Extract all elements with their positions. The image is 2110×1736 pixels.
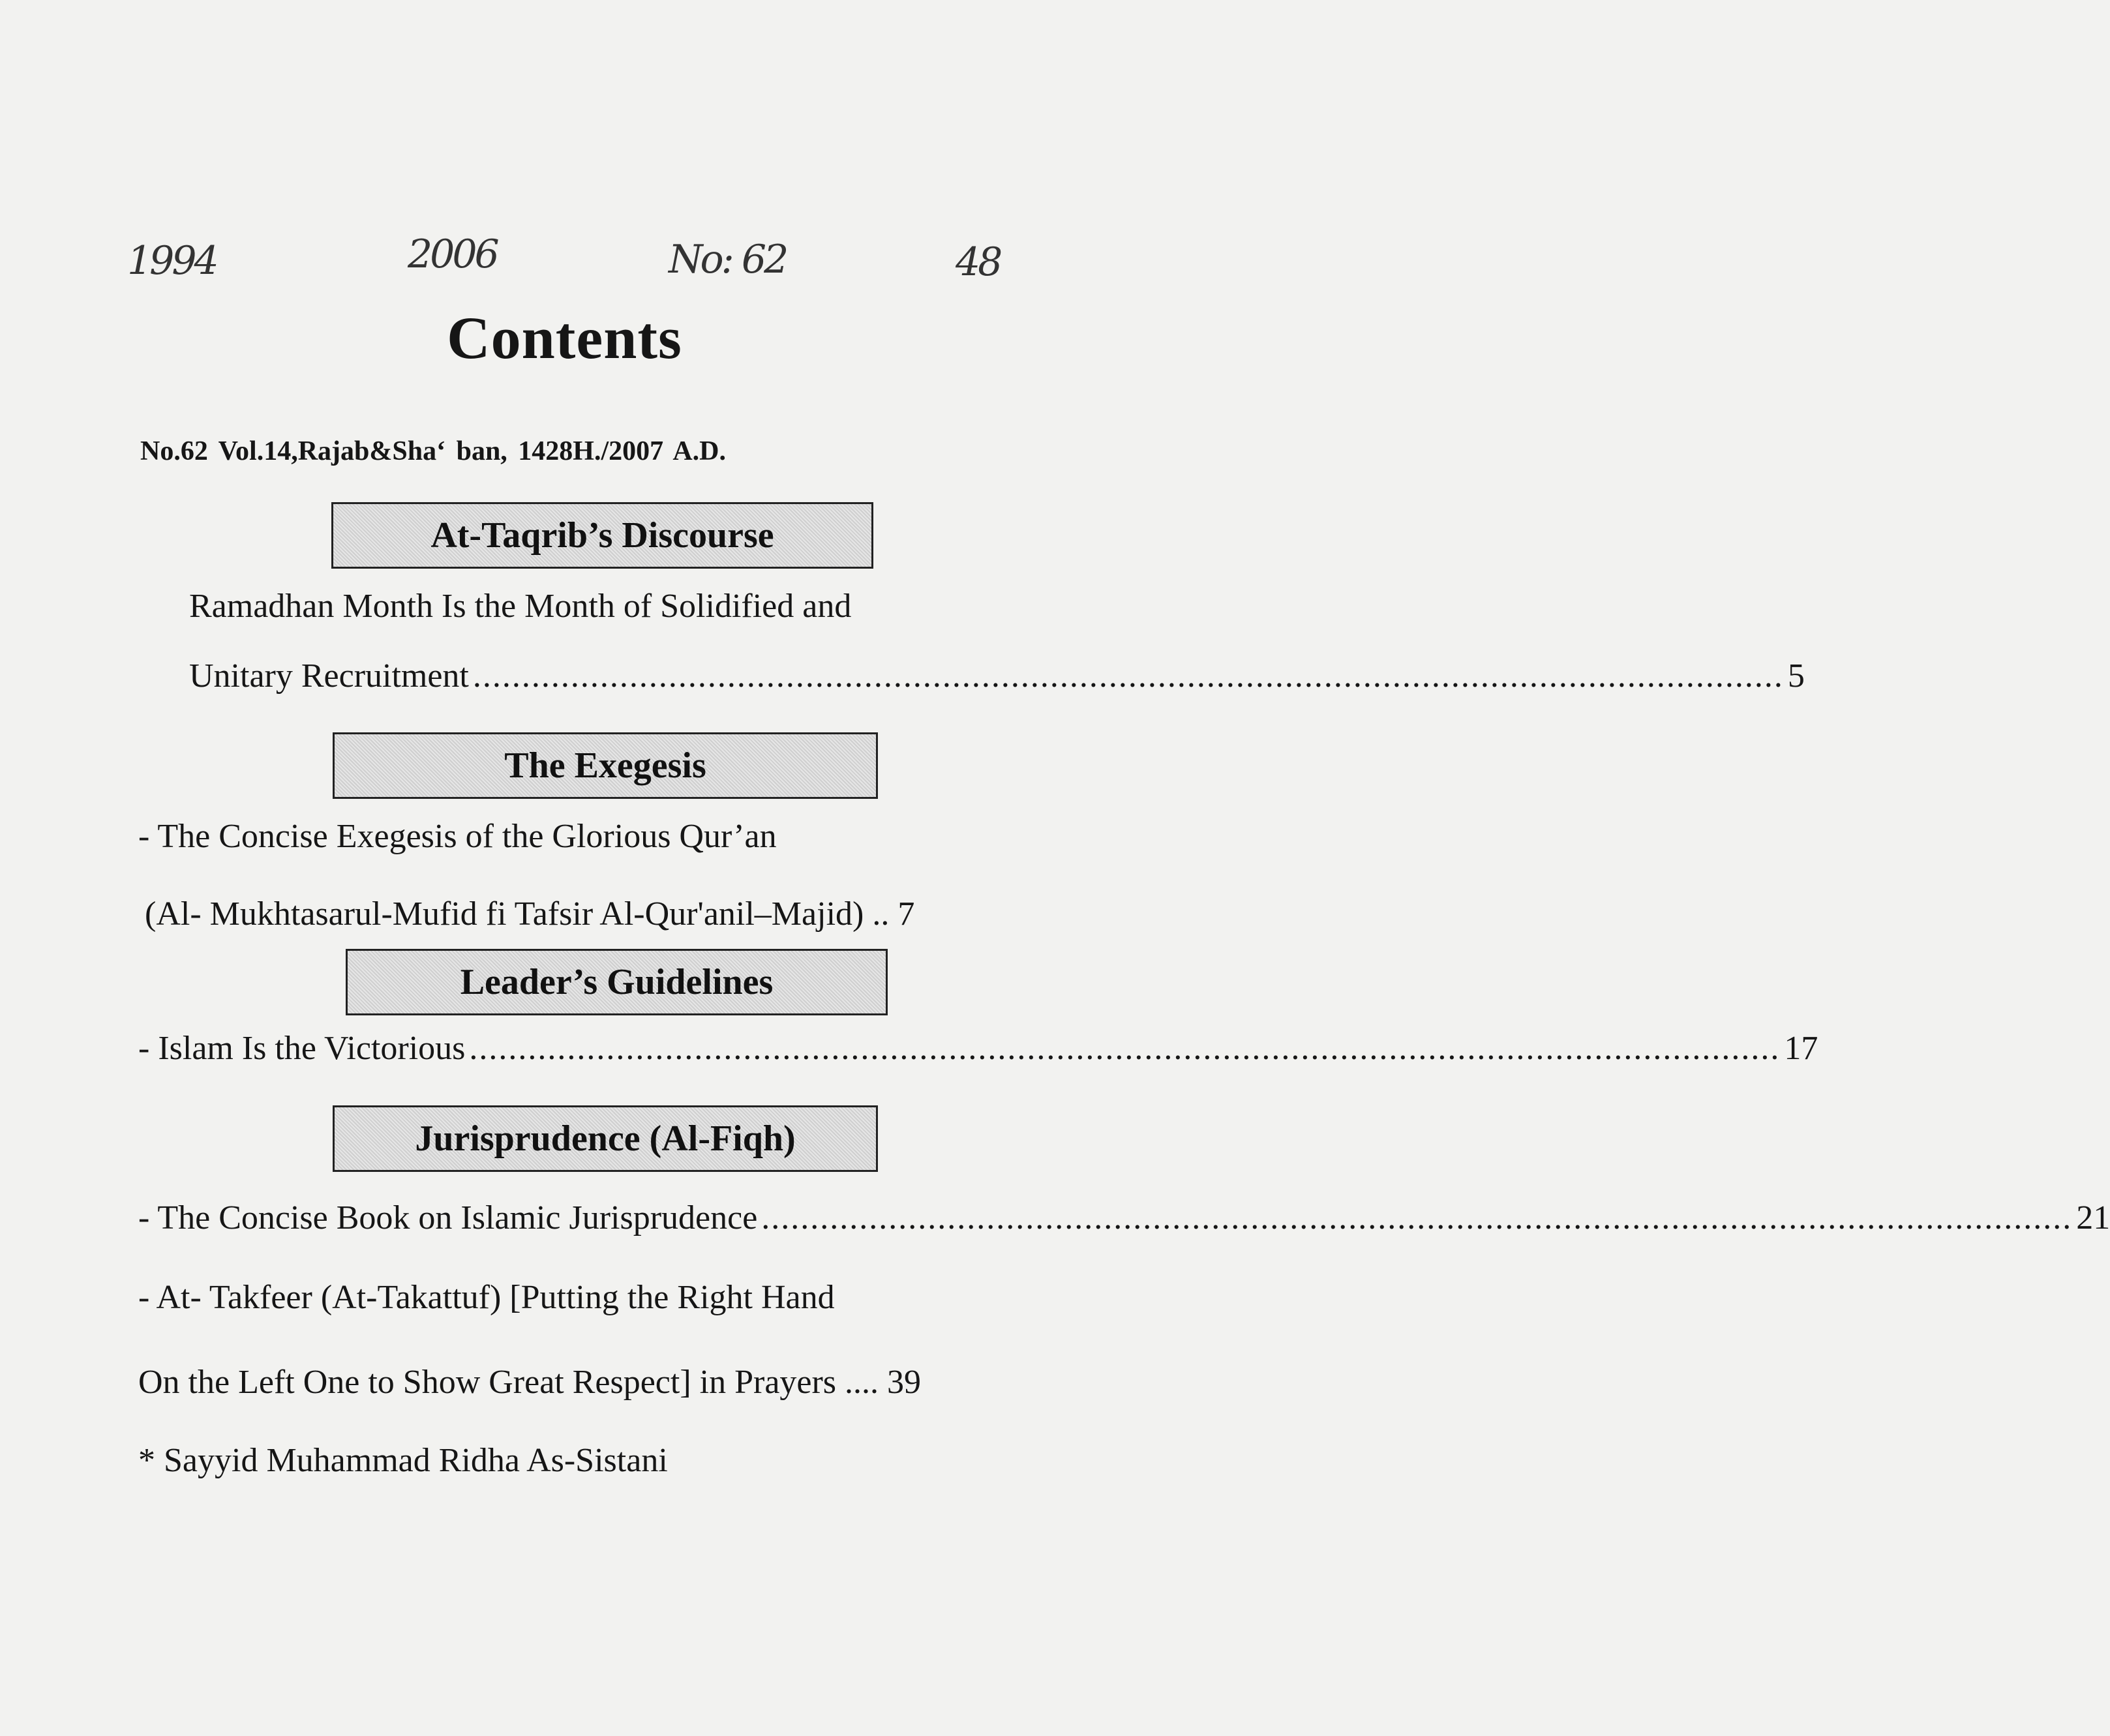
leader-dots: ...................................................................................................................................... [761,1199,2073,1236]
toc-entry[interactable] [189,657,1805,696]
toc-entry[interactable] [138,1199,2110,1238]
toc-entry-title: Unitary Recruitment [189,657,469,695]
handwritten-year-2: 2006 [408,232,497,277]
leader-dots: ...................................................................................................................................... [469,1030,1781,1067]
toc-author: * Sayyid Muhammad Ridha As-Sistani [138,1442,668,1479]
handwritten-year: 1994 [127,238,217,284]
page-title: Contents [447,305,682,371]
handwritten-code: 48 [956,239,1001,285]
toc-entry-line: Ramadhan Month Is the Month of Solidified and [189,588,852,625]
handwritten-note [127,232,1034,303]
section-heading-discourse: At-Taqrib’s Discourse [331,502,873,569]
toc-page-number: 5 [1787,657,1805,695]
toc-entry[interactable]: (Al- Mukhtasarul-Mufid fi Tafsir Al-Qur'anil–Majid) .. 7 [145,895,915,933]
leader-dots: ...................................................................................................................................... [472,657,1784,695]
toc-entry-line: - The Concise Exegesis of the Glorious Qur’an [138,818,777,855]
toc-entry-title: - The Concise Book on Islamic Jurisprudence [138,1199,758,1236]
section-heading-exegesis: The Exegesis [333,732,878,799]
toc-entry[interactable] [138,1029,1818,1068]
section-heading-jurisprudence: Jurisprudence (Al-Fiqh) [333,1105,878,1172]
toc-entry-line: - At- Takfeer (At-Takattuf) [Putting the Right Hand [138,1279,835,1316]
section-heading-guidelines: Leader’s Guidelines [346,949,888,1015]
issue-line: No.62 Vol.14,Rajab&Sha‘ ban, 1428H./2007 A.D. [140,436,726,466]
toc-entry-title: - Islam Is the Victorious [138,1030,466,1067]
handwritten-issue-number: No: 62 [669,237,787,282]
toc-page-number: 21 [2076,1199,2110,1236]
toc-page-number: 17 [1784,1030,1818,1067]
toc-entry[interactable]: On the Left One to Show Great Respect] in Prayers .... 39 [138,1364,922,1401]
